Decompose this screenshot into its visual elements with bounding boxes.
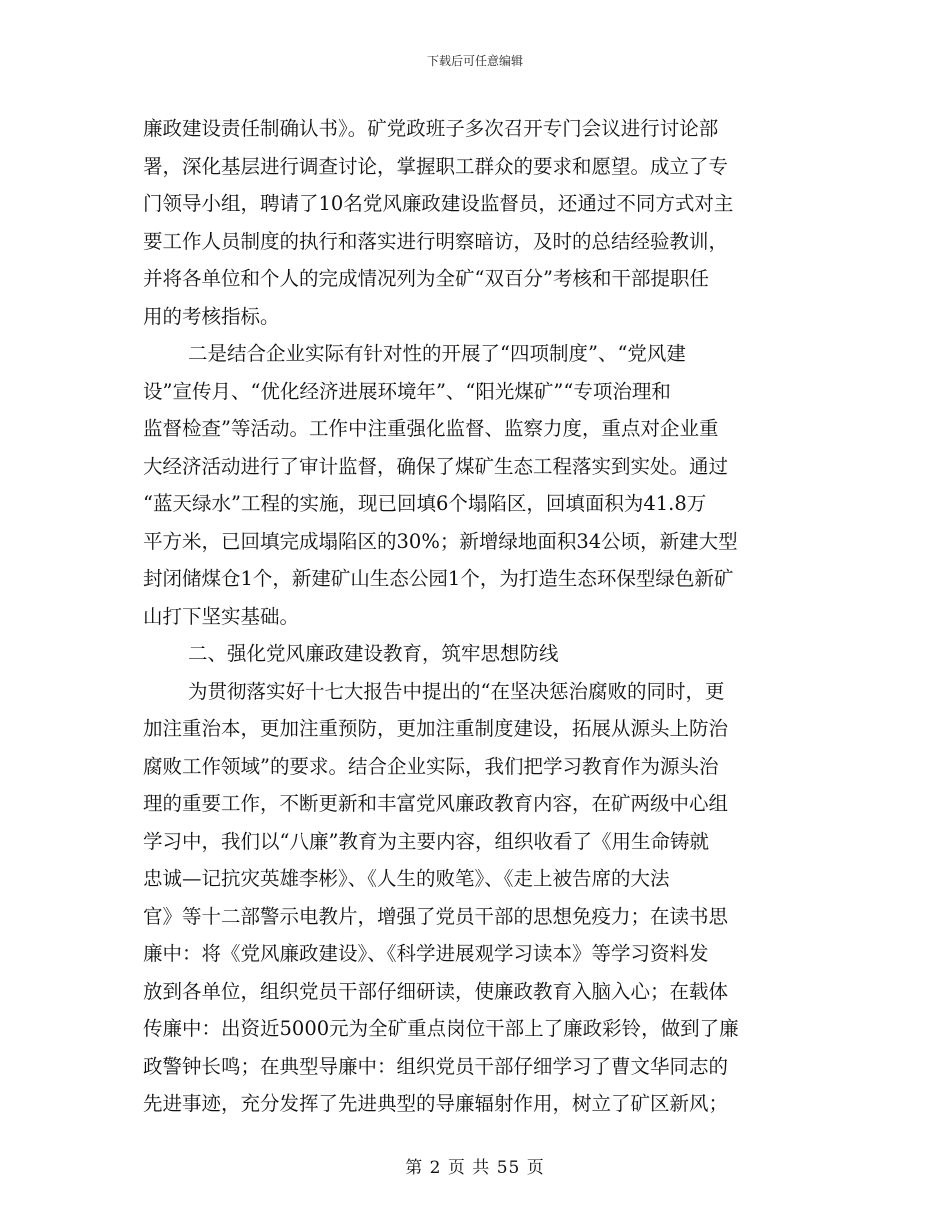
body-line: 加注重治本，更加注重预防，更加注重制度建设，拓展从源头上防治	[143, 717, 729, 740]
body-line: 忠诚—记抗灾英雄李彬》、《人生的败笔》、《走上被告席的大法	[143, 867, 670, 890]
body-line: 门领导小组，聘请了10名党风廉政建设监督员，还通过不同方式对主	[143, 192, 734, 215]
paragraph-start-line: 为贯彻落实好十七大报告中提出的“在坚决惩治腐败的同时，更	[188, 679, 725, 703]
body-line: 腐败工作领域”的要求。结合企业实际，我们把学习教育作为源头治	[143, 754, 719, 778]
body-line: 平方米，已回填完成塌陷区的30%；新增绿地面积34公顷，新建大型	[143, 529, 738, 553]
paragraph-start-line: 二是结合企业实际有针对性的开展了“四项制度”、“党风建	[188, 342, 686, 365]
body-line: 大经济活动进行了审计监督，确保了煤矿生态工程落实到实处。通过	[143, 454, 729, 478]
body-line: 并将各单位和个人的完成情况列为全矿“双百分”考核和干部提职任	[143, 267, 709, 290]
body-line: 廉中：将《党风廉政建设》、《科学进展观学习读本》等学习资料发	[143, 942, 709, 965]
body-line: 学习中，我们以“八廉”教育为主要内容，组织收看了《用生命铸就	[143, 829, 709, 853]
body-line: 先进事迹，充分发挥了先进典型的导廉辐射作用，树立了矿区新风；	[143, 1092, 729, 1115]
document-body	[143, 110, 813, 1123]
body-line: “蓝天绿水”工程的实施，现已回填6个塌陷区，回填面积为41.8万	[143, 492, 707, 515]
body-line: 山打下坚实基础。	[143, 604, 300, 628]
body-line: 官》等十二部警示电教片，增强了党员干部的思想免疫力；在读书思	[143, 904, 729, 928]
body-line: 用的考核指标。	[143, 304, 280, 328]
body-line: 封闭储煤仓1个，新建矿山生态公园1个，为打造生态环保型绿色新矿	[143, 567, 734, 590]
section-heading: 二、强化党风廉政建设教育，筑牢思想防线	[188, 642, 559, 665]
body-line: 要工作人员制度的执行和落实进行明察暗访，及时的总结经验教训，	[143, 229, 729, 253]
page-number-footer: 第 2 页 共 55 页	[405, 1158, 545, 1178]
body-line: 理的重要工作，不断更新和丰富党风廉政教育内容，在矿两级中心组	[143, 792, 729, 815]
body-line: 设”宣传月、“优化经济进展环境年”、“阳光煤矿”“专项治理和	[143, 379, 671, 403]
body-line: 传廉中：出资近5000元为全矿重点岗位干部上了廉政彩铃，做到了廉	[143, 1017, 739, 1040]
body-line: 廉政建设责任制确认书》。矿党政班子多次召开专门会议进行讨论部	[143, 117, 719, 140]
body-line: 署，深化基层进行调查讨论，掌握职工群众的要求和愿望。成立了专	[143, 154, 729, 178]
page-header: 下载后可任意编辑	[426, 54, 523, 68]
body-line: 监督检查”等活动。工作中注重强化监督、监察力度，重点对企业重	[143, 417, 719, 440]
body-line: 政警钟长鸣；在典型导廉中：组织党员干部仔细学习了曹文华同志的	[143, 1054, 729, 1078]
body-line: 放到各单位，组织党员干部仔细研读，使廉政教育入脑入心；在载体	[143, 979, 729, 1003]
